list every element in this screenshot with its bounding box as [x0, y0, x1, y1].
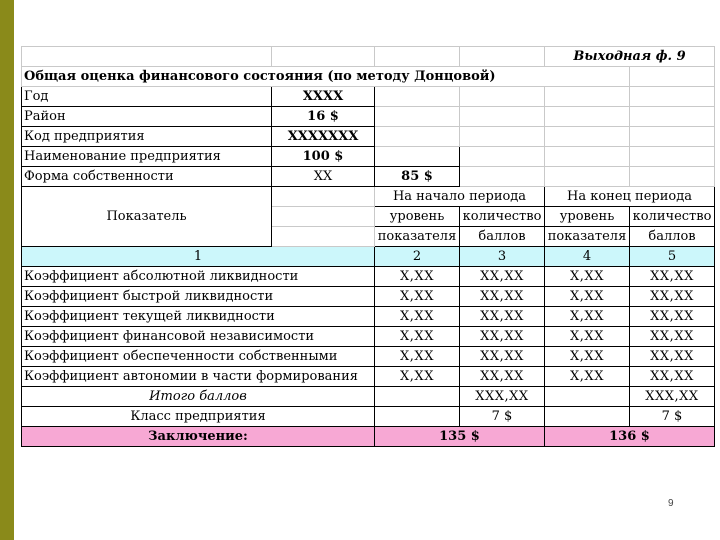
level-start-cell: X,XX — [375, 307, 460, 327]
table-row — [22, 267, 715, 287]
points-start-cell: XX,XX — [460, 347, 545, 367]
level-end-cell: X,XX — [545, 347, 630, 367]
info-label: Код предприятия — [22, 127, 272, 147]
points-end-cell: XX,XX — [630, 327, 715, 347]
column-number: 2 — [375, 247, 460, 267]
level-header: уровень — [545, 207, 630, 227]
count-header: баллов — [460, 227, 545, 247]
table-row — [22, 307, 715, 327]
info-value: 16 $ — [272, 107, 375, 127]
column-number: 4 — [545, 247, 630, 267]
class-row — [22, 407, 715, 427]
total-row — [22, 387, 715, 407]
points-start-cell: XX,XX — [460, 327, 545, 347]
table-row — [22, 287, 715, 307]
points-end-cell: XX,XX — [630, 367, 715, 387]
info-row — [22, 87, 715, 107]
class-label: Класс предприятия — [22, 407, 375, 427]
table-row — [22, 327, 715, 347]
level-start-cell: X,XX — [375, 327, 460, 347]
financial-assessment-table — [21, 46, 715, 447]
points-end-cell: XX,XX — [630, 347, 715, 367]
level-end-cell: X,XX — [545, 327, 630, 347]
header-row-periods — [22, 187, 715, 207]
conclusion-start-value: 135 $ — [375, 427, 545, 447]
period-start-header: На начало периода — [375, 187, 545, 207]
total-label: Итого баллов — [22, 387, 375, 407]
points-start-cell: XX,XX — [460, 367, 545, 387]
points-start-cell: XX,XX — [460, 307, 545, 327]
info-row — [22, 167, 715, 187]
level-start-cell: X,XX — [375, 347, 460, 367]
info-row — [22, 127, 715, 147]
indicator-name: Коэффициент обеспеченности собственными — [22, 347, 375, 367]
level-header: показателя — [375, 227, 460, 247]
info-value: XX — [272, 167, 375, 187]
table-row — [22, 367, 715, 387]
indicator-header: Показатель — [22, 187, 272, 247]
info-value: 100 $ — [272, 147, 375, 167]
indicator-name: Коэффициент автономии в части формирования — [22, 367, 375, 387]
indicator-name: Коэффициент текущей ликвидности — [22, 307, 375, 327]
indicator-name: Коэффициент абсолютной ликвидности — [22, 267, 375, 287]
level-end-cell: X,XX — [545, 267, 630, 287]
count-header: баллов — [630, 227, 715, 247]
info-value: XXXXXXX — [272, 127, 375, 147]
page-title: Общая оценка финансового состояния (по методу Донцовой) — [22, 67, 630, 87]
level-end-cell: X,XX — [545, 287, 630, 307]
conclusion-label: Заключение: — [22, 427, 375, 447]
info-label: Наименование предприятия — [22, 147, 272, 167]
info-label: Район — [22, 107, 272, 127]
level-start-cell: X,XX — [375, 267, 460, 287]
points-start-cell: XX,XX — [460, 287, 545, 307]
level-header: показателя — [545, 227, 630, 247]
points-start-cell: XX,XX — [460, 267, 545, 287]
level-header: уровень — [375, 207, 460, 227]
conclusion-row — [22, 427, 715, 447]
level-end-cell: X,XX — [545, 307, 630, 327]
points-end-cell: XX,XX — [630, 287, 715, 307]
column-number-row — [22, 247, 715, 267]
info-label: Форма собственности — [22, 167, 272, 187]
level-start-cell: X,XX — [375, 367, 460, 387]
class-start-value: 7 $ — [460, 407, 545, 427]
indicator-name: Коэффициент быстрой ликвидности — [22, 287, 375, 307]
conclusion-end-value: 136 $ — [545, 427, 715, 447]
info-row — [22, 107, 715, 127]
column-number: 3 — [460, 247, 545, 267]
table-row — [22, 347, 715, 367]
period-end-header: На конец периода — [545, 187, 715, 207]
points-end-cell: XX,XX — [630, 267, 715, 287]
indicator-name: Коэффициент финансовой независимости — [22, 327, 375, 347]
class-end-value: 7 $ — [630, 407, 715, 427]
form-label: Выходная ф. 9 — [545, 47, 715, 67]
info-label: Год — [22, 87, 272, 107]
count-header: количество — [460, 207, 545, 227]
column-number: 5 — [630, 247, 715, 267]
count-header: количество — [630, 207, 715, 227]
level-start-cell: X,XX — [375, 287, 460, 307]
info-row — [22, 147, 715, 167]
points-end-cell: XX,XX — [630, 307, 715, 327]
info-extra-value: 85 $ — [375, 167, 460, 187]
page-number: 9 — [668, 498, 674, 509]
form-label-row — [22, 47, 715, 67]
info-value: XXXX — [272, 87, 375, 107]
title-row — [22, 67, 715, 87]
total-start-value: XXX,XX — [460, 387, 545, 407]
total-end-value: XXX,XX — [630, 387, 715, 407]
level-end-cell: X,XX — [545, 367, 630, 387]
slide-sidebar-bar — [0, 0, 14, 540]
column-number: 1 — [22, 247, 375, 267]
